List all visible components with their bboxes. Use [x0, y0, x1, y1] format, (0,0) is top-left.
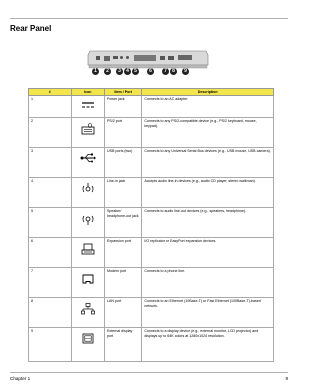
row-item: Modem port	[104, 268, 141, 298]
row-number: 2	[29, 118, 72, 148]
callout-4: 4	[124, 68, 131, 75]
row-item: USB ports (two)	[104, 148, 141, 178]
table-header-row	[29, 89, 274, 96]
header-description: Description	[142, 89, 274, 96]
header-item: Item / Port	[104, 89, 141, 96]
row-number: 9	[29, 328, 72, 362]
row-description: Accepts audio line-in devices (e.g., audio CD player, stereo walkman).	[142, 178, 274, 208]
callout-3: 3	[116, 68, 123, 75]
callout-1: 1	[92, 68, 99, 75]
row-description: Connects to an AC adapter.	[142, 96, 274, 118]
row-description: Connects to any Universal Serial Bus devices (e.g., USB mouse, USB camera).	[142, 148, 274, 178]
row-description: Connects to a display device (e.g., external monitor, LCD projector) and displays up to 64K colors at 1280x1024 resolution.	[142, 328, 274, 362]
table-row	[29, 178, 274, 208]
table-row	[29, 298, 274, 328]
row-number: 7	[29, 268, 72, 298]
callout-8: 8	[170, 68, 177, 75]
line-in-icon	[82, 183, 94, 195]
row-description: Connects to a phone line.	[142, 268, 274, 298]
ps2-port-icon	[81, 123, 95, 135]
port-callouts	[92, 68, 202, 76]
table-row	[29, 268, 274, 298]
lan-port-icon	[81, 303, 95, 315]
callout-5: 5	[132, 68, 139, 75]
callout-9: 9	[182, 68, 189, 75]
speaker-icon	[82, 213, 94, 225]
expansion-port-icon	[81, 243, 95, 255]
table-row	[29, 238, 274, 268]
callout-7: 7	[162, 68, 169, 75]
callout-2: 2	[104, 68, 111, 75]
table-row	[29, 148, 274, 178]
header-number: #	[29, 89, 72, 96]
row-number: 8	[29, 298, 72, 328]
row-description: I/O replicator or EasyPort expansion devices.	[142, 238, 274, 268]
footer-chapter: Chapter 1	[10, 376, 31, 381]
callout-6: 6	[147, 68, 154, 75]
row-description: Connects to audio line-out devices (e.g., speakers, headphone).	[142, 208, 274, 238]
row-item: Speaker/ headphone-out jack	[104, 208, 141, 238]
display-port-icon	[82, 333, 94, 344]
row-item: PS/2 port	[104, 118, 141, 148]
footer-page-number: 9	[285, 376, 288, 381]
row-number: 5	[29, 208, 72, 238]
power-jack-icon	[81, 101, 95, 109]
top-rule	[10, 18, 288, 19]
usb-icon	[80, 153, 96, 163]
rear-panel-table	[28, 88, 274, 362]
row-number: 3	[29, 148, 72, 178]
row-item: Expansion port	[104, 238, 141, 268]
row-item: LAN port	[104, 298, 141, 328]
bottom-rule	[10, 372, 288, 373]
row-number: 1	[29, 96, 72, 118]
row-description: Connects to an Ethernet (10Base-T) or Fast Ethernet (100Base-T)-based network.	[142, 298, 274, 328]
row-item: External display port	[104, 328, 141, 362]
table-row	[29, 96, 274, 118]
row-number: 6	[29, 238, 72, 268]
row-number: 4	[29, 178, 72, 208]
row-item: Line-in jack	[104, 178, 141, 208]
modem-port-icon	[82, 273, 94, 284]
table-row	[29, 118, 274, 148]
table-row	[29, 328, 274, 362]
row-description: Connects to any PS/2-compatible device (e.g., PS/2 keyboard, mouse, keypad).	[142, 118, 274, 148]
page-title: Rear Panel	[10, 24, 52, 33]
row-item: Power jack	[104, 96, 141, 118]
header-icon: Icon	[71, 89, 104, 96]
table-row	[29, 208, 274, 238]
